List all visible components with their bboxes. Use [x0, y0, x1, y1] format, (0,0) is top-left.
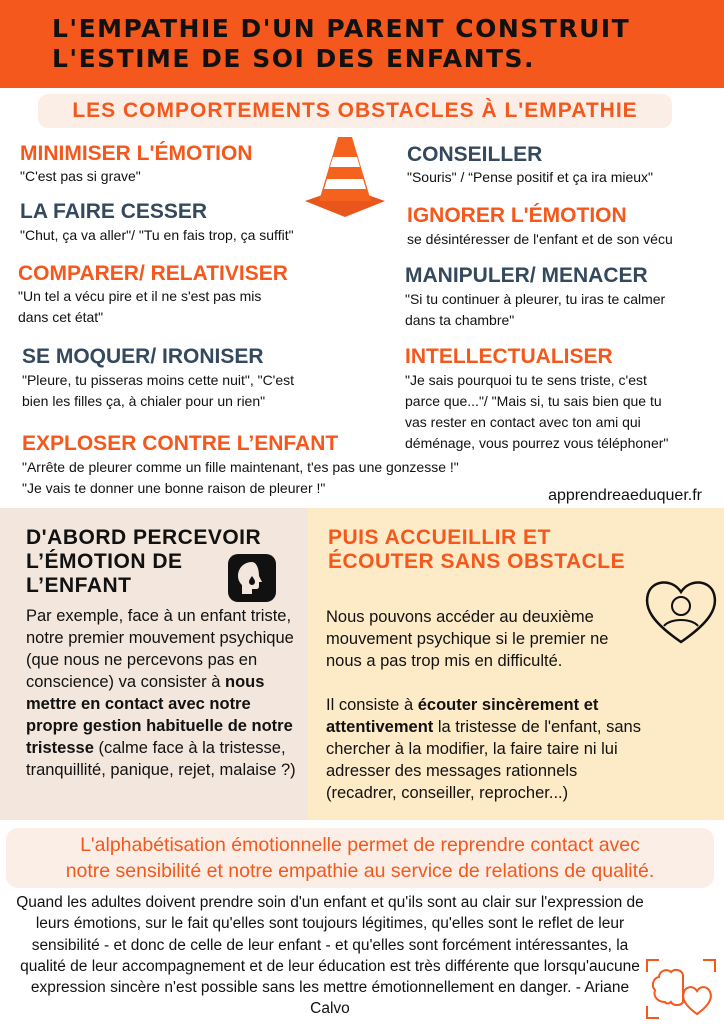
obstacle-text [22, 457, 459, 499]
obstacle-title: IGNORER L'ÉMOTION [407, 204, 627, 227]
obstacle-text: se désintéresser de l'enfant et de son vécu [407, 231, 673, 247]
title-line: D'ABORD PERCEVOIR [26, 526, 262, 549]
title-line: L'EMPATHIE D'UN PARENT CONSTRUIT [52, 14, 631, 43]
section-subtitle: LES COMPORTEMENTS OBSTACLES À L'EMPATHIE [38, 94, 672, 128]
obstacle-title: MANIPULER/ MENACER [405, 264, 648, 287]
obstacle-text: "Souris" / “Pense positif et ça ira mieux" [407, 169, 654, 185]
obstacle-text [22, 370, 294, 412]
title-line: L'ESTIME DE SOI DES ENFANTS. [52, 44, 536, 73]
obstacle-text: "Chut, ça va aller"/ "Tu en fais trop, ça suffit" [20, 227, 294, 243]
text: la tristesse de l'enfant, sans chercher à la modifier, la faire taire ni lui adresser des messages rationnels (recadrer, conseiller, reprocher...) [326, 718, 641, 802]
panel-text [326, 694, 646, 804]
bold-text: écouter sincèrement et attentivement [326, 696, 599, 736]
text-line: "Si tu continuer à pleurer, tu iras te calmer [405, 291, 666, 307]
title-line: L’ENFANT [26, 574, 132, 597]
title-line: L’ÉMOTION DE [26, 550, 183, 573]
banner-line: notre sensibilité et notre empathie au service de relations de qualité. [65, 860, 655, 882]
obstacle-text [405, 370, 668, 454]
obstacle-text: "C'est pas si grave" [20, 168, 141, 184]
panel-title [328, 526, 625, 574]
text-line: dans cet état" [18, 309, 104, 325]
text-line: bien les filles ça, à chialer pour un rien" [22, 393, 266, 409]
title-line: PUIS ACCUEILLIR ET [328, 526, 551, 549]
banner-line: L'alphabétisation émotionnelle permet de reprendre contact avec [80, 834, 640, 856]
text-line: "Je sais pourquoi tu te sens triste, c'est [405, 372, 647, 388]
left-panel [0, 508, 308, 820]
title-line: ÉCOUTER SANS OBSTACLE [328, 550, 626, 573]
panel-text: Nous pouvons accéder au deuxième mouvement psychique si le premier ne nous a pas trop mis en difficulté. [326, 608, 609, 670]
page-title [52, 14, 630, 74]
panel-title [26, 526, 261, 598]
obstacle-text [405, 289, 665, 331]
heart-hug-icon [642, 574, 720, 646]
obstacle-title: EXPLOSER CONTRE L’ENFANT [22, 432, 339, 455]
text-line: vas rester en contact avec ton ami qui [405, 414, 641, 430]
obstacle-text [18, 286, 261, 328]
text-line: "Arrête de pleurer comme un fille maintenant, t'es pas une gonzesse !" [22, 459, 459, 475]
text-line: "Pleure, tu pisseras moins cette nuit", "C'est [22, 372, 295, 388]
text-line: dans ta chambre" [405, 312, 515, 328]
right-panel [308, 508, 724, 820]
text-line: "Un tel a vécu pire et il ne s'est pas mis [18, 288, 262, 304]
website-link[interactable]: apprendreaeduquer.fr [548, 487, 702, 504]
key-message-banner [6, 828, 714, 888]
obstacle-title: COMPARER/ RELATIVISER [18, 262, 288, 285]
header-banner [0, 0, 724, 88]
text: Il consiste à [326, 696, 418, 714]
obstacle-title: CONSEILLER [407, 143, 543, 166]
text-line: déménage, vous pourrez vous téléphoner" [405, 435, 669, 451]
brain-heart-icon [645, 958, 717, 1020]
text: (calme face à la tristesse, tranquillité, panique, rejet, malaise ?) [26, 739, 296, 779]
text-line: "Je vais te donner une bonne raison de pleurer !" [22, 480, 326, 496]
text: Par exemple, face à un enfant triste, notre premier mouvement psychique (que nous ne percevons pas en conscience) va consister à [26, 607, 294, 691]
quote-text: Quand les adultes doivent prendre soin d'un enfant et qu'ils sont au clair sur l'expression de leurs émotions, sur le fait qu'elles sont toujours légitimes, qu'elles sont le reflet de leur sensibilité - et donc de celle de leur enfant - et qu'elles sont forcément intéressantes, la qualité de leur accompagnement et de leur éducation est très différente que lorsqu'aucune expression sincère n'est possible sans les mettre émotionnellement en danger. - Ariane Calvo [16, 894, 644, 1018]
head-tear-icon [228, 554, 276, 602]
obstacle-title: INTELLECTUALISER [405, 345, 613, 368]
traffic-cone-icon [305, 135, 385, 217]
text-line: parce que..."/ "Mais si, tu sais bien que tu [405, 393, 662, 409]
obstacle-title: SE MOQUER/ IRONISER [22, 345, 264, 368]
obstacle-title: LA FAIRE CESSER [20, 200, 208, 223]
obstacle-title: MINIMISER L'ÉMOTION [20, 142, 253, 165]
panel-text [26, 605, 298, 781]
bold-text: nous mettre en contact avec notre propre gestion habituelle de notre tristesse [26, 673, 293, 757]
